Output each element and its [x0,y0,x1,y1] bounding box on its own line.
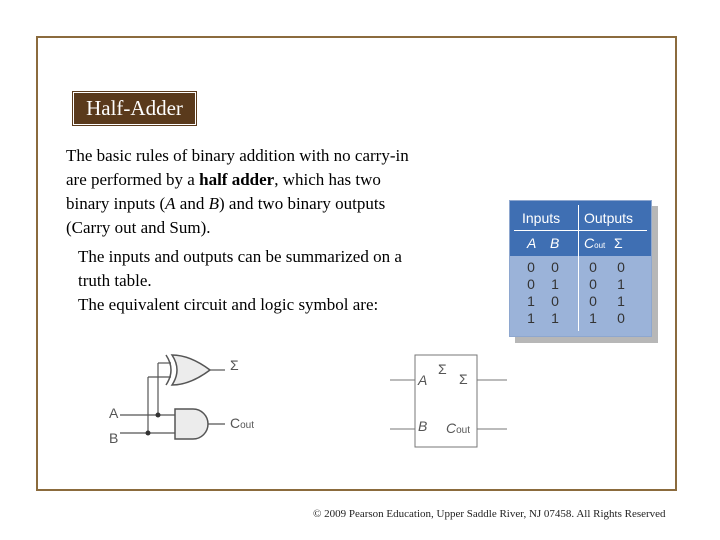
col-a-header: A [527,235,537,251]
outputs-header: Outputs [584,210,634,226]
col-cout-header: Cout [584,235,606,251]
summary-line-3: The equivalent circuit and logic symbol are: [78,295,379,314]
col-sum-header: Σ [614,235,623,251]
circuit-input-b: B [109,430,119,446]
intro-line-4: (Carry out and Sum). [66,218,211,237]
circuit-input-a: A [109,405,119,421]
truth-table-divider [578,205,579,331]
symbol-sigma-inside: Σ [438,361,447,377]
intro-paragraph [66,144,496,240]
circuit-wires [120,363,225,433]
truth-table-header-rule [514,230,647,231]
xor-gate [166,355,210,385]
symbol-input-b: B [418,418,428,434]
intro-line-3: binary inputs (A and B) and two binary outputs [66,194,386,213]
col-a-values: 0 0 1 1 [527,259,535,326]
summary-paragraph [78,245,498,317]
col-b-header: B [550,235,560,251]
and-gate [175,409,208,439]
summary-line-2: truth table. [78,271,152,290]
circuit-sum-label: Σ [230,357,239,373]
circuit-cout-label: Cout [230,415,255,431]
col-b-values: 0 1 0 1 [551,259,559,326]
symbol-sum-output: Σ [459,371,468,387]
junction-a [156,413,161,418]
col-cout-values: 0 0 0 1 [589,259,597,326]
junction-b [146,431,151,436]
intro-line-2: are performed by a half adder, which has two [66,170,381,189]
copyright-notice: © 2009 Pearson Education, Upper Saddle River, NJ 07458. All Rights Reserved [313,508,666,520]
intro-line-1: The basic rules of binary addition with no carry-in [66,146,409,165]
half-adder-circuit [100,340,270,450]
symbol-input-a: A [418,372,428,388]
half-adder-term: half adder [199,170,275,189]
col-sum-values: 0 1 1 0 [617,259,625,326]
symbol-cout-label: Cout [446,420,471,436]
slide-title: Half-Adder [73,92,196,125]
inputs-header: Inputs [522,210,561,226]
truth-table [509,200,652,337]
summary-line-1: The inputs and outputs can be summarized on a [78,247,402,266]
